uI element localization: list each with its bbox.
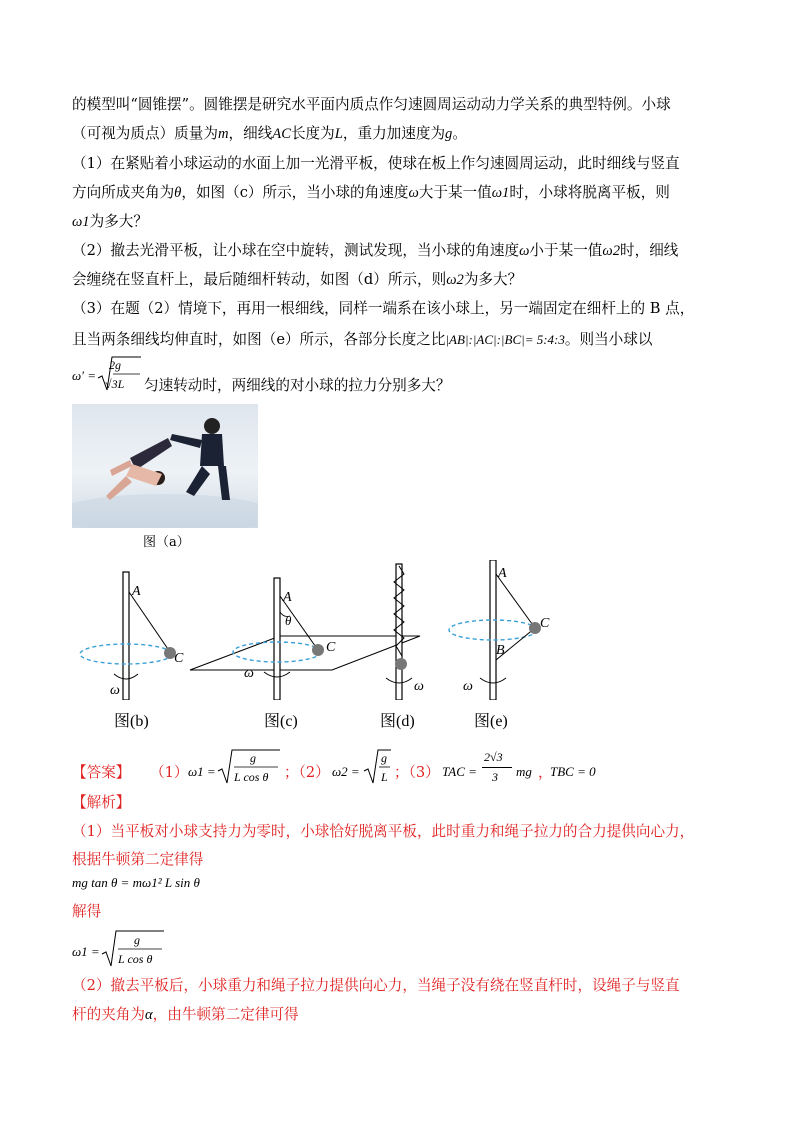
intro-line-2: （可视为质点）质量为m，细线AC长度为L，重力加速度为g。 xyxy=(72,125,467,142)
q1-line-1: （1）在紧贴着小球运动的水面上加一光滑平板，使球在板上作匀速圆周运动，此时细线与竖直 xyxy=(72,155,680,172)
label-theta-c: θ xyxy=(285,613,292,628)
figure-c xyxy=(190,578,420,700)
figure-c-caption: 图(c) xyxy=(264,713,298,730)
figure-b xyxy=(80,572,176,700)
analysis-line-3: （2）撤去平板后，小球重力和绳子拉力提供向心力，当绳子没有绕在竖直杆时，设绳子与竖直 xyxy=(72,977,680,994)
figure-b-caption: 图(b) xyxy=(114,713,149,730)
q3-line-1: （3）在题（2）情境下，再用一根细线，同样一端系在该小球上，另一端固定在细杆上的 B 点， xyxy=(72,300,695,317)
q1-line-3: ω1为多大？ xyxy=(72,213,148,230)
label-A-e: A xyxy=(498,566,507,581)
figure-e-caption: 图(e) xyxy=(474,713,508,730)
analysis-line-4: 杆的夹角为α，由牛顿第二定律可得 xyxy=(72,1006,299,1023)
label-C-b: C xyxy=(174,651,184,666)
analysis-line-1: （1）当平板对小球支持力为零时，小球恰好脱离平板，此时重力和绳子拉力的合力提供向心力， xyxy=(72,823,695,840)
analysis-line-2: 根据牛顿第二定律得 xyxy=(72,851,204,868)
q2-line-1: （2）撤去光滑平板，让小球在空中旋转，测试发现，当小球的角速度ω小于某一值ω2时，细线 xyxy=(72,242,679,259)
label-C-e: C xyxy=(540,616,550,631)
label-omega-e: ω xyxy=(463,679,473,694)
label-B-e: B xyxy=(496,643,505,658)
intro-line-1: 的模型叫“圆锥摆”。圆锥摆是研究水平面内质点作匀速圆周运动动力学关系的典型特例。小球 xyxy=(72,96,671,113)
q2-line-2: 会缠绕在竖直杆上，最后随细杆转动，如图（d）所示，则ω2为多大？ xyxy=(72,271,523,288)
label-omega-b: ω xyxy=(110,683,120,698)
analysis-solve: 解得 xyxy=(72,903,102,920)
label-omega-c: ω xyxy=(244,666,254,681)
label-C-c: C xyxy=(326,640,336,655)
skaters-illustration xyxy=(72,404,258,528)
q1-line-2: 方向所成夹角为θ，如图（c）所示，当小球的角速度ω大于某一值ω1时，小球将脱离平板，则 xyxy=(72,184,670,201)
figure-d xyxy=(386,564,412,700)
analysis-eq-1: mg tan θ = mω1² L sin θ xyxy=(72,875,200,890)
figure-a-photo xyxy=(72,404,258,528)
figure-a-caption: 图（a） xyxy=(143,535,190,550)
analysis-label: 【解析】 xyxy=(72,794,131,811)
label-omega-d: ω xyxy=(414,679,424,694)
answer-label: 【答案】 xyxy=(72,764,131,781)
label-A-c: A xyxy=(283,590,292,605)
q3-line-2: 且当两条细线均伸直时，如图（e）所示，各部分长度之比|AB|:|AC|:|BC|= 5:4:3。则当小球以 xyxy=(72,331,653,348)
figure-d-caption: 图(d) xyxy=(380,713,415,730)
label-A-b: A xyxy=(132,584,141,599)
